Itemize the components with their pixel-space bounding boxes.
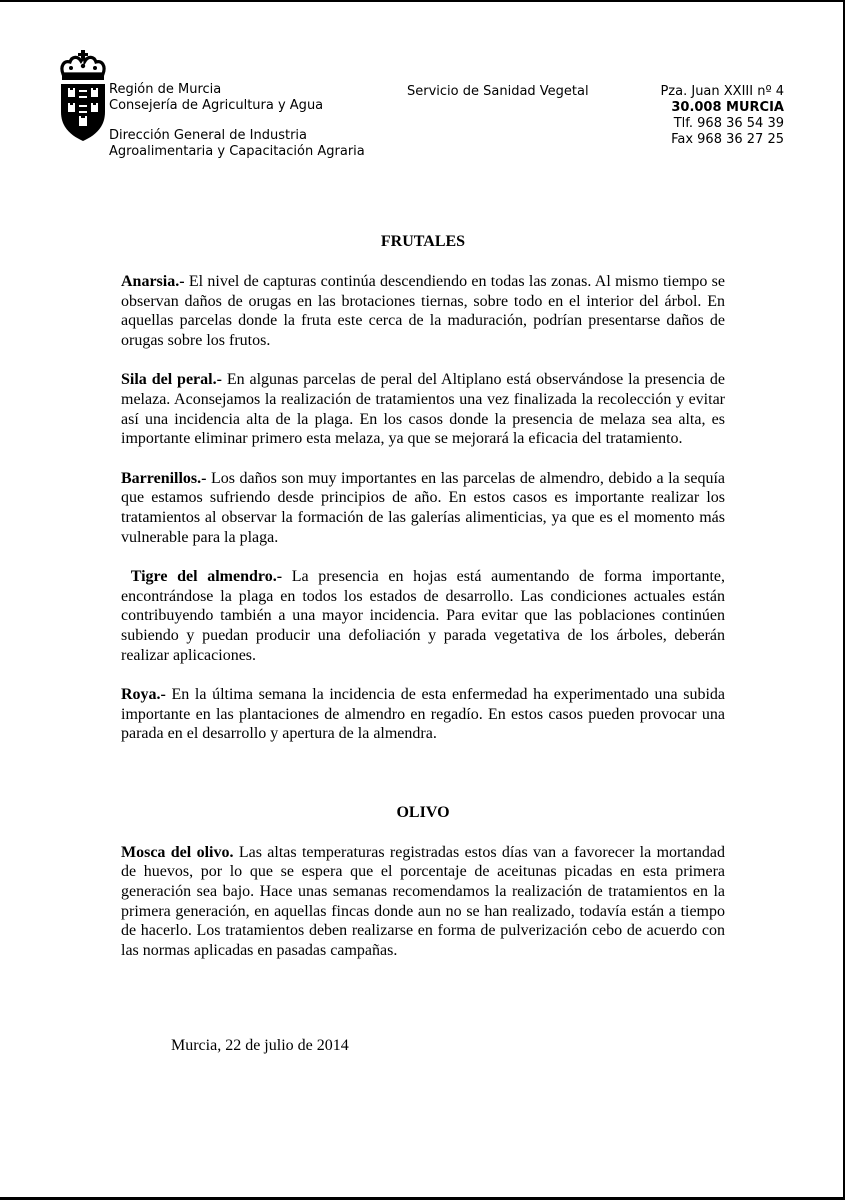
org-direccion-cont: Agroalimentaria y Capacitación Agraria xyxy=(109,144,365,159)
address-phone: Tlf. 968 36 54 39 xyxy=(673,116,784,131)
paragraph-label: Sila del peral.- xyxy=(121,371,222,389)
paragraph-text: En la última semana la incidencia de esta enfermedad ha experimentado una subida importante en las plantaciones de almendro en regadío. En estos casos pueden provocar una parada en el desarrollo y apertura de la almendra. xyxy=(121,686,725,743)
org-direccion: Dirección General de Industria xyxy=(109,128,308,143)
paragraph-text: El nivel de capturas continúa descendiendo en todas las zonas. Al mismo tiempo se observan daños de orugas en las brotaciones tiernas, sobre todo en el interior del árbol. En aquellas parcelas donde la fruta este cerca de la maduración, podrían presentarse daños de orugas sobre los frutos. xyxy=(121,273,725,349)
organization-block xyxy=(109,82,365,160)
paragraph-mosca-del-olivo xyxy=(121,843,725,961)
region-murcia-coat-of-arms-logo xyxy=(58,50,108,142)
paragraph-barrenillos xyxy=(121,469,725,547)
paragraph-sila-del-peral xyxy=(121,370,725,448)
paragraph-text: Los daños son muy importantes en las parcelas de almendro, debido a la sequía que estamos sufriendo desde principios de año. En estos casos es importante realizar los tratamientos al observar la formación de las galerías alimenticias, ya que es el momento más vulnerable para la plaga. xyxy=(121,469,725,546)
document-date: Murcia, 22 de julio de 2014 xyxy=(171,1037,349,1054)
address-fax: Fax 968 36 27 25 xyxy=(671,132,784,147)
address-street: Pza. Juan XXIII nº 4 xyxy=(660,84,784,99)
address-block xyxy=(660,84,784,148)
paragraph-label: Barrenillos.- xyxy=(121,469,207,487)
paragraph-label: Anarsia.- xyxy=(121,273,185,290)
bulletin-body xyxy=(121,232,725,960)
org-consejeria: Consejería de Agricultura y Agua xyxy=(109,98,324,113)
paragraph-text: En algunas parcelas de peral del Altiplano está observándose la presencia de melaza. Aconsejamos la realización de tratamientos una vez finalizada la recolección y evitar así una incidencia alta de la plaga. En los casos donde la presencia de melaza sea alta, es importante eliminar primero esta melaza, ya que se mejorará la eficacia del tratamiento. xyxy=(121,371,726,448)
paragraph-label: Mosca del olivo. xyxy=(121,843,234,861)
service-name: Servicio de Sanidad Vegetal xyxy=(407,84,589,99)
paragraph-label: Tigre del almendro.- xyxy=(130,568,283,586)
org-region: Región de Murcia xyxy=(109,82,222,97)
paragraph-text: La presencia en hojas está aumentando de forma importante, encontrándose la plaga en todos los estados de desarrollo. Las condiciones actuales están contribuyendo también a una mayor incidencia. Para evitar que las poblaciones continúen subiendo y puedan producir una defoliación y parada vegetativa de los árboles, deberán realizar aplicaciones. xyxy=(121,568,726,664)
paragraph-anarsia xyxy=(121,272,725,350)
paragraph-text: Las altas temperaturas registradas estos días van a favorecer la mortandad de huevos, por lo que se espera que el porcentaje de aceitunas picadas en esta primera generación sea bajo. Hace unas semanas recomendamos la realización de tratamientos en la primera generación, en aquellas fincas donde aun no se han realizado, todavía están a tiempo de hacerlo. Los tratamientos deben realizarse en forma de pulverización cebo de acuerdo con las normas aplicadas en pasadas campañas. xyxy=(121,843,726,959)
page-border-top xyxy=(0,0,845,2)
section-title-olivo: OLIVO xyxy=(396,803,450,821)
paragraph-roya xyxy=(121,685,725,744)
paragraph-label: Roya.- xyxy=(121,686,166,704)
paragraph-tigre-del-almendro xyxy=(121,567,725,665)
section-title-frutales: FRUTALES xyxy=(380,233,466,250)
address-city: 30.008 MURCIA xyxy=(671,100,784,115)
